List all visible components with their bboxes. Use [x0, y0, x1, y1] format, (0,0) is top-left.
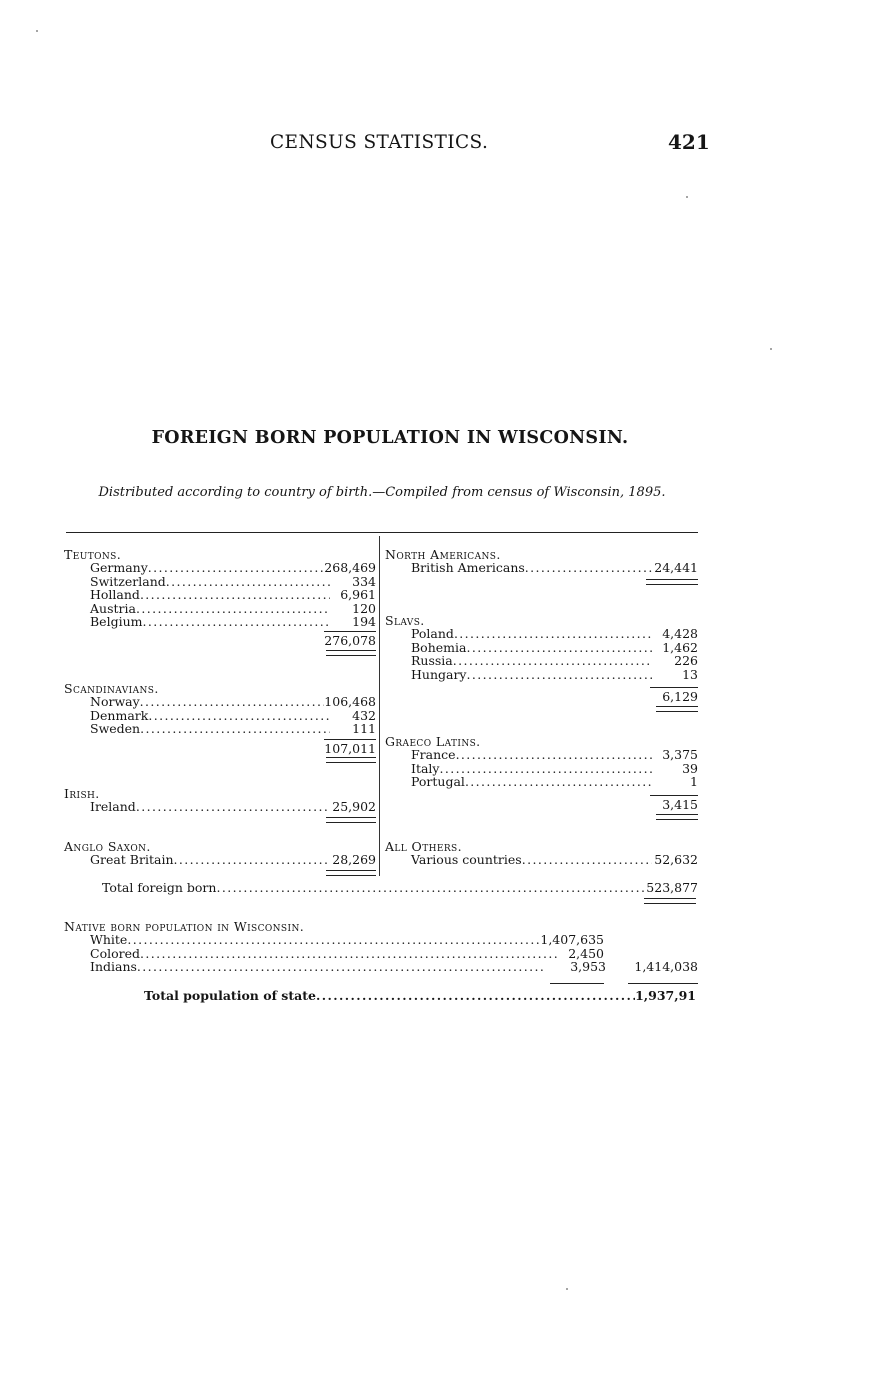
- country-name: Russia: [411, 653, 453, 669]
- table-row: [385, 627, 698, 640]
- dot-leader: [522, 853, 652, 866]
- subtotal: [385, 795, 698, 811]
- dot-leader: [439, 762, 652, 775]
- section-heading: All Others.: [385, 839, 462, 854]
- dot-leader: [127, 933, 540, 946]
- dot-leader: [216, 880, 646, 895]
- subtotal: [64, 631, 376, 647]
- dot-leader: [174, 853, 331, 866]
- table-subtitle: Distributed according to country of birth.—Compiled from census of Wisconsin, 1895.: [98, 485, 666, 500]
- count-value: 1: [690, 774, 698, 790]
- table-row: [385, 853, 698, 866]
- country-name: Great Britain: [90, 852, 174, 868]
- column-divider: [379, 536, 380, 876]
- running-title: CENSUS STATISTICS.: [270, 132, 489, 153]
- dot-leader: [140, 722, 330, 735]
- count-value: 334: [352, 573, 376, 589]
- table-row: [385, 775, 698, 788]
- country-name: Various countries: [411, 852, 522, 868]
- dot-leader: [467, 668, 653, 681]
- section-anglo-saxon: [64, 840, 376, 876]
- section-graeco-latins: [385, 735, 698, 820]
- country-name: Denmark: [90, 707, 149, 723]
- section-heading: Slavs.: [385, 613, 425, 628]
- country-name: Hungary: [411, 666, 467, 682]
- section-heading: Irish.: [64, 786, 100, 801]
- section-irish: [64, 787, 376, 823]
- rule: [628, 983, 698, 984]
- count-value: 1,462: [662, 639, 698, 655]
- double-rule: [656, 814, 698, 820]
- subtotal-value: 107,011: [324, 740, 376, 756]
- country-name: Ireland: [90, 799, 136, 815]
- table-row: [64, 960, 698, 973]
- count-value: 432: [352, 707, 376, 723]
- country-name: Austria: [90, 600, 136, 616]
- dot-leader: [453, 654, 652, 667]
- count-value: 25,902: [332, 799, 376, 815]
- count-value: 28,269: [332, 852, 376, 868]
- top-rule: [66, 532, 698, 533]
- country-name: Germany: [90, 560, 148, 576]
- section-slavs: [385, 614, 698, 712]
- category-name: White: [90, 932, 128, 948]
- count-value: 3,953: [570, 959, 606, 975]
- subtotal-value: 276,078: [324, 633, 376, 649]
- double-rule: [646, 579, 698, 585]
- page-number: 421: [668, 130, 710, 154]
- count-value: 24,441: [654, 560, 698, 576]
- count-value: 6,961: [340, 587, 376, 603]
- table-title: FOREIGN BORN POPULATION IN WISCONSIN.: [151, 428, 629, 448]
- table-row: [64, 575, 376, 588]
- double-rule: [644, 898, 696, 904]
- table-row: [64, 615, 376, 628]
- count-value: 268,469: [324, 560, 376, 576]
- dot-leader: [136, 602, 330, 615]
- count-value: 2,450: [568, 945, 604, 961]
- scan-speck: [770, 348, 772, 350]
- dot-leader: [136, 800, 330, 813]
- table-row: [385, 668, 698, 681]
- table-row: [385, 654, 698, 667]
- native-total-value: 1,414,038: [634, 959, 698, 975]
- dot-leader: [465, 775, 652, 788]
- scan-speck: [686, 196, 688, 198]
- double-rule: [326, 870, 376, 876]
- table-row: [385, 762, 698, 775]
- total-value: 523,877: [646, 880, 698, 895]
- count-value: 3,375: [662, 747, 698, 763]
- table-row: [385, 641, 698, 654]
- table-row: [64, 561, 376, 574]
- subtotal-value: 6,129: [650, 687, 698, 703]
- dot-leader: [454, 627, 652, 640]
- dot-leader: [316, 988, 635, 1003]
- dot-leader: [466, 641, 652, 654]
- subtotal: [64, 739, 376, 755]
- double-rule: [656, 706, 698, 712]
- subtotal: [385, 687, 698, 703]
- table-row: [64, 800, 376, 813]
- country-name: France: [411, 747, 456, 763]
- count-value: 1,407,635: [540, 932, 604, 948]
- table-row: [64, 947, 604, 960]
- count-value: 111: [352, 721, 376, 737]
- table-row: [64, 602, 376, 615]
- section-heading: Graeco Latins.: [385, 734, 481, 749]
- table-row: [385, 748, 698, 761]
- country-name: Holland: [90, 587, 140, 603]
- double-rule: [326, 757, 376, 763]
- scan-speck: [36, 30, 38, 32]
- count-value: 226: [674, 653, 698, 669]
- table-row: [64, 853, 376, 866]
- double-rule: [326, 817, 376, 823]
- dot-leader: [140, 588, 330, 601]
- country-name: Portugal: [411, 774, 465, 790]
- subtotal-value: 3,415: [650, 795, 698, 811]
- count-value: 120: [352, 600, 376, 616]
- count-value: 194: [352, 614, 376, 630]
- section-heading: Teutons.: [64, 547, 122, 562]
- section-heading: Scandinavians.: [64, 681, 159, 696]
- table-row: [385, 561, 698, 574]
- total-label: Total population of state: [144, 988, 316, 1003]
- total-population-row: [144, 988, 696, 1003]
- section-scandinavians: [64, 682, 376, 763]
- country-name: Italy: [411, 760, 440, 776]
- dot-leader: [148, 709, 330, 722]
- section-heading: Anglo Saxon.: [64, 839, 151, 854]
- table-row: [64, 695, 376, 708]
- section-north-americans: [385, 548, 698, 585]
- country-name: Poland: [411, 626, 454, 642]
- table-row: [64, 588, 376, 601]
- section-heading: Native born population in Wisconsin.: [64, 919, 305, 934]
- section-all-others: [385, 840, 698, 867]
- dot-leader: [140, 695, 325, 708]
- count-value: 4,428: [662, 626, 698, 642]
- dot-leader: [140, 947, 558, 960]
- country-name: Norway: [90, 694, 140, 710]
- count-value: 52,632: [654, 852, 698, 868]
- scan-speck: [566, 1288, 568, 1290]
- country-name: British Americans: [411, 560, 525, 576]
- total-foreign-born-row: [102, 880, 698, 895]
- country-name: Switzerland: [90, 573, 166, 589]
- section-native-born: [64, 920, 700, 974]
- rule: [550, 983, 604, 984]
- section-teutons: [64, 548, 376, 656]
- count-value: 106,468: [324, 694, 376, 710]
- count-value: 13: [682, 666, 698, 682]
- country-name: Belgium: [90, 614, 143, 630]
- dot-leader: [148, 561, 325, 574]
- dot-leader: [142, 615, 330, 628]
- total-value: 1,937,91: [635, 988, 696, 1003]
- dot-leader: [166, 575, 330, 588]
- dot-leader: [456, 748, 652, 761]
- section-heading: North Americans.: [385, 547, 501, 562]
- table-row: [64, 722, 376, 735]
- table-row: [64, 709, 376, 722]
- country-name: Bohemia: [411, 639, 467, 655]
- double-rule: [326, 650, 376, 656]
- category-name: Colored: [90, 945, 140, 961]
- dot-leader: [525, 561, 652, 574]
- count-value: 39: [682, 760, 698, 776]
- table-row: [64, 933, 604, 946]
- dot-leader: [137, 960, 544, 973]
- country-name: Sweden: [90, 721, 141, 737]
- total-label: Total foreign born: [102, 880, 217, 895]
- category-name: Indians: [90, 959, 137, 975]
